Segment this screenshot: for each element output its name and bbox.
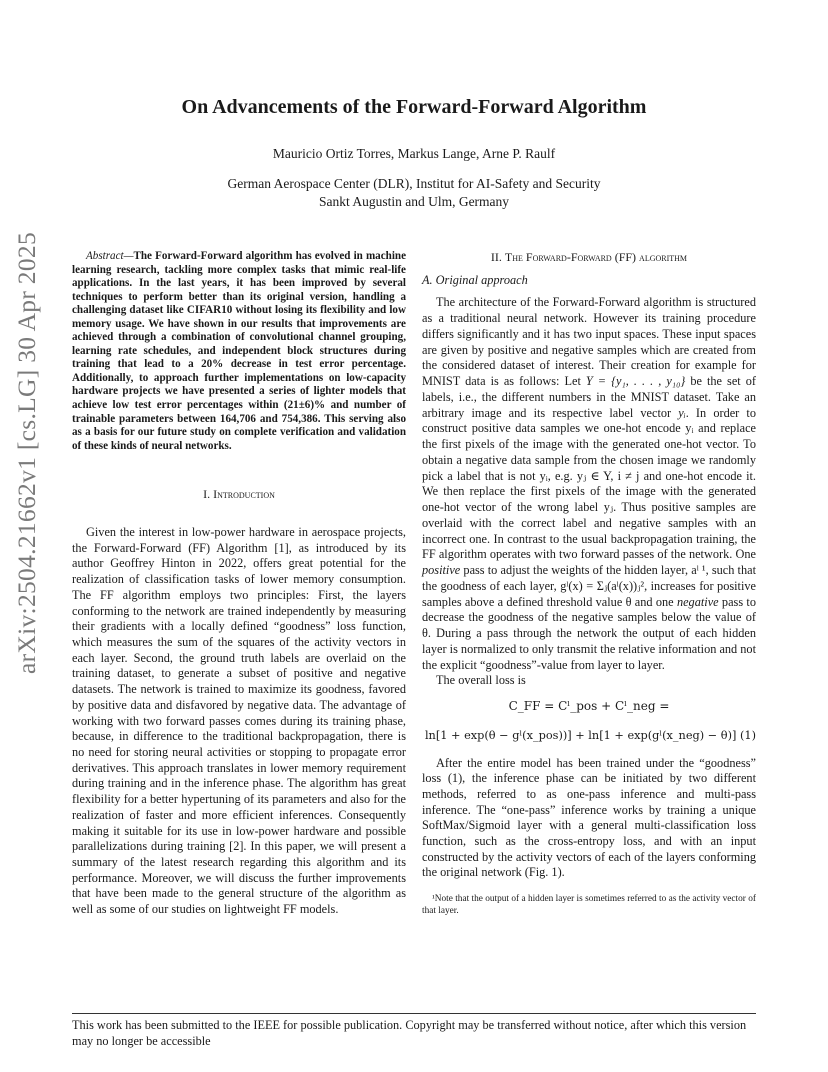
ff-paragraph: The architecture of the Forward-Forward algorithm is structured as a traditional neural network. However its training procedure differs significantly and it has two input spaces. These input spaces are given by positive and negative samples which are created from the considered dataset of interest. Their creation for example for MNIST data is as follows: Let Y = {y₁, . . . , y₁₀} be the set of labels, i.e., the different numbers in the MNIST dataset. Take an arbitrary image and its respective label vector yᵢ. In order to construct positive data samples we one-hot encode yᵢ and replace the first pixels of the image with the generated one-hot vector. To obtain a negative data sample from the chosen image we randomly pick a label that is not yᵢ, e.g. yⱼ ∈ Y, i ≠ j and one-hot encode it. We then replace the first pixels of the image with the generated one-hot vector of the wrong label yⱼ. Thus positive samples are overlaid with the correct label and negative samples with an incorrect one. In contrast to the usual backpropagation training, the FF algorithm operates with two forward passes of the network. One positive pass to adjust the weights of the hidden layer, aˡ ¹, such that the goodness of each layer, gˡ(x) = Σⱼ(aˡ(x))ⱼ², increases for positive samples above a defined threshold value θ and one negative pass to decrease the goodness of the negative samples below the value of θ. During a pass through the network the output of each hidden layer is normalized to only transmit the relative information and not the explicit “goodness”-value from layer to layer. — [422, 295, 756, 672]
footnote: ¹Note that the output of a hidden layer is sometimes referred to as the activity vector of that layer. — [422, 894, 756, 917]
paper-title: On Advancements of the Forward-Forward Algorithm — [181, 96, 647, 118]
affiliation-line: German Aerospace Center (DLR), Institut for AI-Safety and Security — [227, 176, 601, 191]
affiliation — [0, 175, 828, 211]
right-column — [422, 250, 756, 917]
inference-paragraph: After the entire model has been trained under the “goodness” loss (1), the inference phase can be initiated by two different methods, referred to as one-pass inference and multi-pass inference. The “one-pass” inference works by training a unique SoftMax/Sigmoid layer with a general multi-classification loss function, such as the cross-entropy loss, and with an input constructed by the activity vectors of each of the layers conforming the original network (Fig. 1). — [422, 755, 756, 880]
section-heading-introduction: I. Introduction — [203, 487, 275, 502]
footer-divider — [72, 1013, 756, 1014]
left-column — [72, 250, 406, 918]
affiliation-line: Sankt Augustin and Ulm, Germany — [318, 194, 510, 209]
section-heading-ff: II. The Forward-Forward (FF) algorithm — [490, 250, 688, 264]
abstract: Abstract—The Forward-Forward algorithm has evolved in machine learning research, tackling more complex tasks that mimic real-life applications. In the last years, it has been improved by several techniques to perform better than its original version, handling a challenging dataset like CIFAR10 without losing its flexibility and low memory usage. We have shown in our results that improvements are achieved through a combination of convolutional channel grouping, learning rate schedules, and independent block structures during training that lead to a 20% decrease in test error percentage. Additionally, to approach further implementations on low-capacity hardware projects we have presented a series of lighter models that achieve low test error percentages within (21±6)% and number of trainable parameters between 164,706 and 754,386. This serving also as a basis for our future study on complete verification and validation of these kinds of neural networks. — [72, 250, 406, 452]
introduction-paragraph: Given the interest in low-power hardware in aerospace projects, the Forward-Forward (FF) Algorithm [1], as introduced by its author Geoffrey Hinton in 2022, offers great potential for the realization of classification tasks of lower memory consumption. The FF algorithm employs two principles: First, the layers conforming to the network are trained independently by measuring their gradients with a locally defined “goodness” loss function, which measures the sum of the squares of the activity vectors in each layer. Second, the ground truth labels are overlaid on the training dataset, to generate a subset of positive and negative datasets. The network is trained to maximize its goodness, favored by positive data and disfavored by negative data. The advantage of working with two forward passes comes during its training phase, because, in difference to the traditional backpropagation, there is no need for storing neural activities or stopping to propagate error derivatives. This approach translates in lower memory requirement during training and in the inference phase. The algorithm has great flexibility for a better hypertuning of its parameters and also for the realization of faster and more efficient inferences. Consequently making it suitable for its use in low-power hardware and possible parallelizations during training [2]. In this paper, we will present a summary of the latest research regarding this algorithm and its performance. Moreover, we will discuss the further improvements that have been made to the general structure of the algorithm as well as some of our studies on lightweight FF models. — [72, 524, 406, 917]
equation-line: ln[1 + exp(θ − gˡ(x_pos))] + ln[1 + exp(gˡ(x_neg) − θ)] (1) — [424, 728, 756, 742]
abstract-label: Abstract — [86, 250, 124, 262]
abstract-text: The Forward-Forward algorithm has evolved in machine learning research, tackling more complex tasks that mimic real-life applications. In the last years, it has been improved by several techniques to perform better than its original version, handling a challenging dataset like CIFAR10 without losing its flexibility and low memory usage. We have shown in our results that improvements are achieved through a combination of convolutional channel grouping, learning rate schedules, and independent block structures during training that lead to a 20% decrease in test error percentage. Additionally, to approach further implementations on low-capacity hardware projects we have presented a series of lighter models that achieve low test error percentages within (21±6)% and number of trainable parameters between 164,706 and 754,386. This serving also as a basis for our future study on complete verification and validation of these kinds of neural networks. — [72, 250, 406, 452]
author-list: Mauricio Ortiz Torres, Markus Lange, Arne P. Raulf — [272, 146, 556, 161]
subsection-heading: A. Original approach — [422, 272, 528, 287]
copyright-notice: This work has been submitted to the IEEE for possible publication. Copyright may be transferred without notice, after which this version may no longer be accessible — [72, 1018, 747, 1048]
arxiv-identifier: arXiv:2504.21662v1 [cs.LG] 30 Apr 2025 — [12, 231, 41, 674]
equation-line: C_FF = Cˡ_pos + Cˡ_neg = — [508, 699, 670, 714]
loss-intro: The overall loss is — [436, 673, 526, 688]
